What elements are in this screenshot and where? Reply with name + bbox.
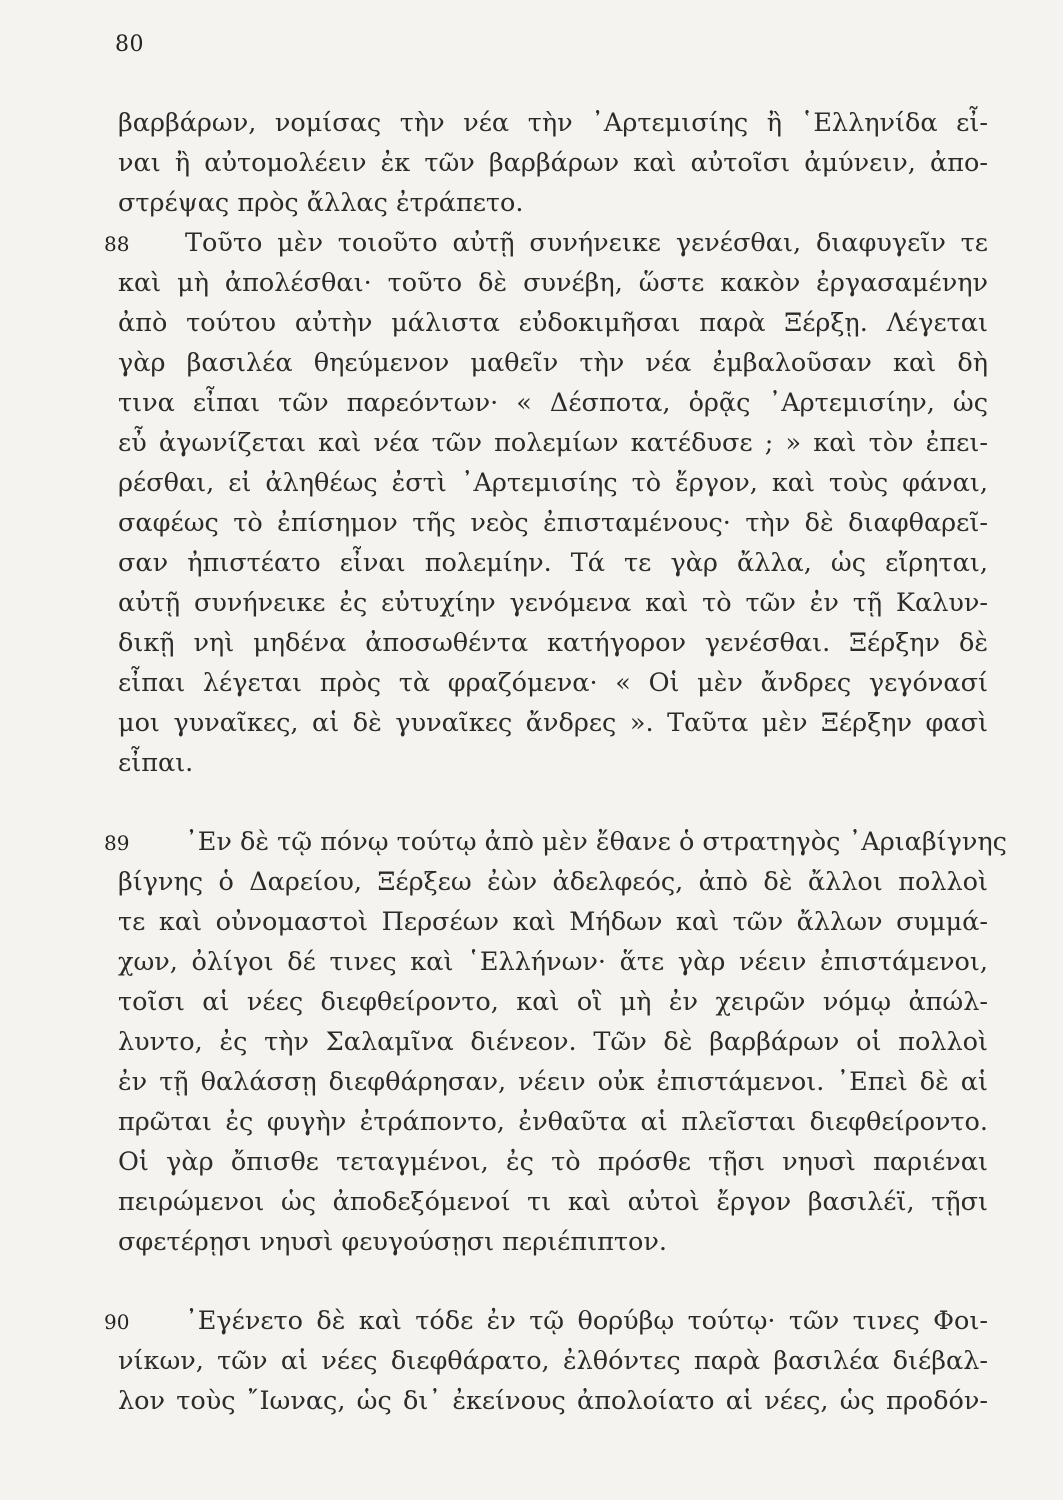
text-line: γὰρ βασιλέα θηεύμενον μαθεῖν τὴν νέα ἐμβαλοῦσαν καὶ δὴ (118, 348, 988, 378)
text-line: μοι γυναῖκες, αἱ δὲ γυναῖκες ἄνδρες ». Ταῦτα μὲν Ξέρξην φασὶ (118, 708, 988, 738)
text-line: Οἱ γὰρ ὄπισθε τεταγμένοι, ἐς τὸ πρόσθε τῇσι νηυσὶ παριέναι (118, 1147, 988, 1177)
text-line: σαφέως τὸ ἐπίσημον τῆς νεὸς ἐπισταμένους· τὴν δὲ διαφθαρεῖ- (118, 508, 988, 538)
section-number-89: 89 (104, 831, 130, 855)
text-line: λυντο, ἐς τὴν Σαλαμῖνα διένεον. Τῶν δὲ βαρβάρων οἱ πολλοὶ (118, 1027, 988, 1057)
text-line: τε καὶ οὐνομαστοὶ Περσέων καὶ Μήδων καὶ τῶν ἄλλων συμμά- (118, 907, 988, 937)
text-line: πειρώμενοι ὡς ἀποδεξόμενοί τι καὶ αὐτοὶ ἔργον βασιλέϊ, τῇσι (118, 1187, 988, 1217)
text-line: ἐν τῇ θαλάσσῃ διεφθάρησαν, νέειν οὐκ ἐπιστάμενοι. ᾿Επεὶ δὲ αἱ (118, 1067, 988, 1097)
text-line: εἶπαι. (118, 748, 194, 778)
text-line: λον τοὺς ῎Ιωνας, ὡς δι᾿ ἐκείνους ἀπολοίατο αἱ νέες, ὡς προδόν- (118, 1386, 988, 1416)
text-line: στρέψας πρὸς ἄλλας ἐτράπετο. (118, 188, 524, 218)
text-line: βαρβάρων, νομίσας τὴν νέα τὴν ᾿Αρτεμισίης ἢ ῾Ελληνίδα εἶ- (118, 108, 988, 138)
text-line: ἀπὸ τούτου αὐτὴν μάλιστα εὐδοκιμῆσαι παρὰ Ξέρξῃ. Λέγεται (118, 308, 988, 338)
section-number-90: 90 (104, 1310, 130, 1334)
text-line: ᾿Εν δὲ τῷ πόνῳ τούτῳ ἀπὸ μὲν ἔθανε ὁ στρατηγὸς ᾿Αριαβίγνης (185, 827, 1007, 857)
text-line: ναι ἢ αὐτομολέειν ἐκ τῶν βαρβάρων καὶ αὐτοῖσι ἀμύνειν, ἀπο- (118, 148, 988, 178)
text-line: χων, ὀλίγοι δέ τινες καὶ ῾Ελλήνων· ἅτε γὰρ νέειν ἐπιστάμενοι, (118, 947, 988, 977)
text-line: νίκων, τῶν αἱ νέες διεφθάρατο, ἐλθόντες παρὰ βασιλέα διέβαλ- (118, 1346, 988, 1376)
text-line: τινα εἶπαι τῶν παρεόντων· « Δέσποτα, ὁρᾷς ᾿Αρτεμισίην, ὡς (118, 388, 988, 418)
text-line: αὐτῇ συνήνεικε ἐς εὐτυχίην γενόμενα καὶ τὸ τῶν ἐν τῇ Καλυν- (118, 588, 988, 618)
text-line: καὶ μὴ ἀπολέσθαι· τοῦτο δὲ συνέβη, ὥστε κακὸν ἐργασαμένην (118, 268, 988, 298)
page-number: 80 (115, 32, 144, 57)
text-line: τοῖσι αἱ νέες διεφθείροντο, καὶ οἳ μὴ ἐν χειρῶν νόμῳ ἀπώλ- (118, 987, 988, 1017)
text-line: Τοῦτο μὲν τοιοῦτο αὐτῇ συνήνεικε γενέσθαι, διαφυγεῖν τε (185, 228, 988, 258)
text-line: εὖ ἀγωνίζεται καὶ νέα τῶν πολεμίων κατέδυσε ; » καὶ τὸν ἐπει- (118, 428, 988, 458)
text-line: ρέσθαι, εἰ ἀληθέως ἐστὶ ᾿Αρτεμισίης τὸ ἔργον, καὶ τοὺς φάναι, (118, 468, 988, 498)
section-number-88: 88 (104, 232, 130, 256)
text-line: σαν ἠπιστέατο εἶναι πολεμίην. Τά τε γὰρ ἄλλα, ὡς εἴρηται, (118, 548, 988, 578)
text-line: σφετέρῃσι νηυσὶ φευγούσῃσι περιέπιπτον. (118, 1227, 667, 1257)
text-line: ᾿Εγένετο δὲ καὶ τόδε ἐν τῷ θορύβῳ τούτῳ· τῶν τινες Φοι- (185, 1306, 988, 1336)
text-line: εἶπαι λέγεται πρὸς τὰ φραζόμενα· « Οἱ μὲν ἄνδρες γεγόνασί (118, 668, 988, 698)
text-line: βίγνης ὁ Δαρείου, Ξέρξεω ἐὼν ἀδελφεός, ἀπὸ δὲ ἄλλοι πολλοὶ (118, 867, 988, 897)
text-line: πρῶται ἐς φυγὴν ἐτράποντο, ἐνθαῦτα αἱ πλεῖσται διεφθείροντο. (118, 1107, 988, 1137)
text-line: δικῇ νηὶ μηδένα ἀποσωθέντα κατήγορον γενέσθαι. Ξέρξην δὲ (118, 628, 988, 658)
